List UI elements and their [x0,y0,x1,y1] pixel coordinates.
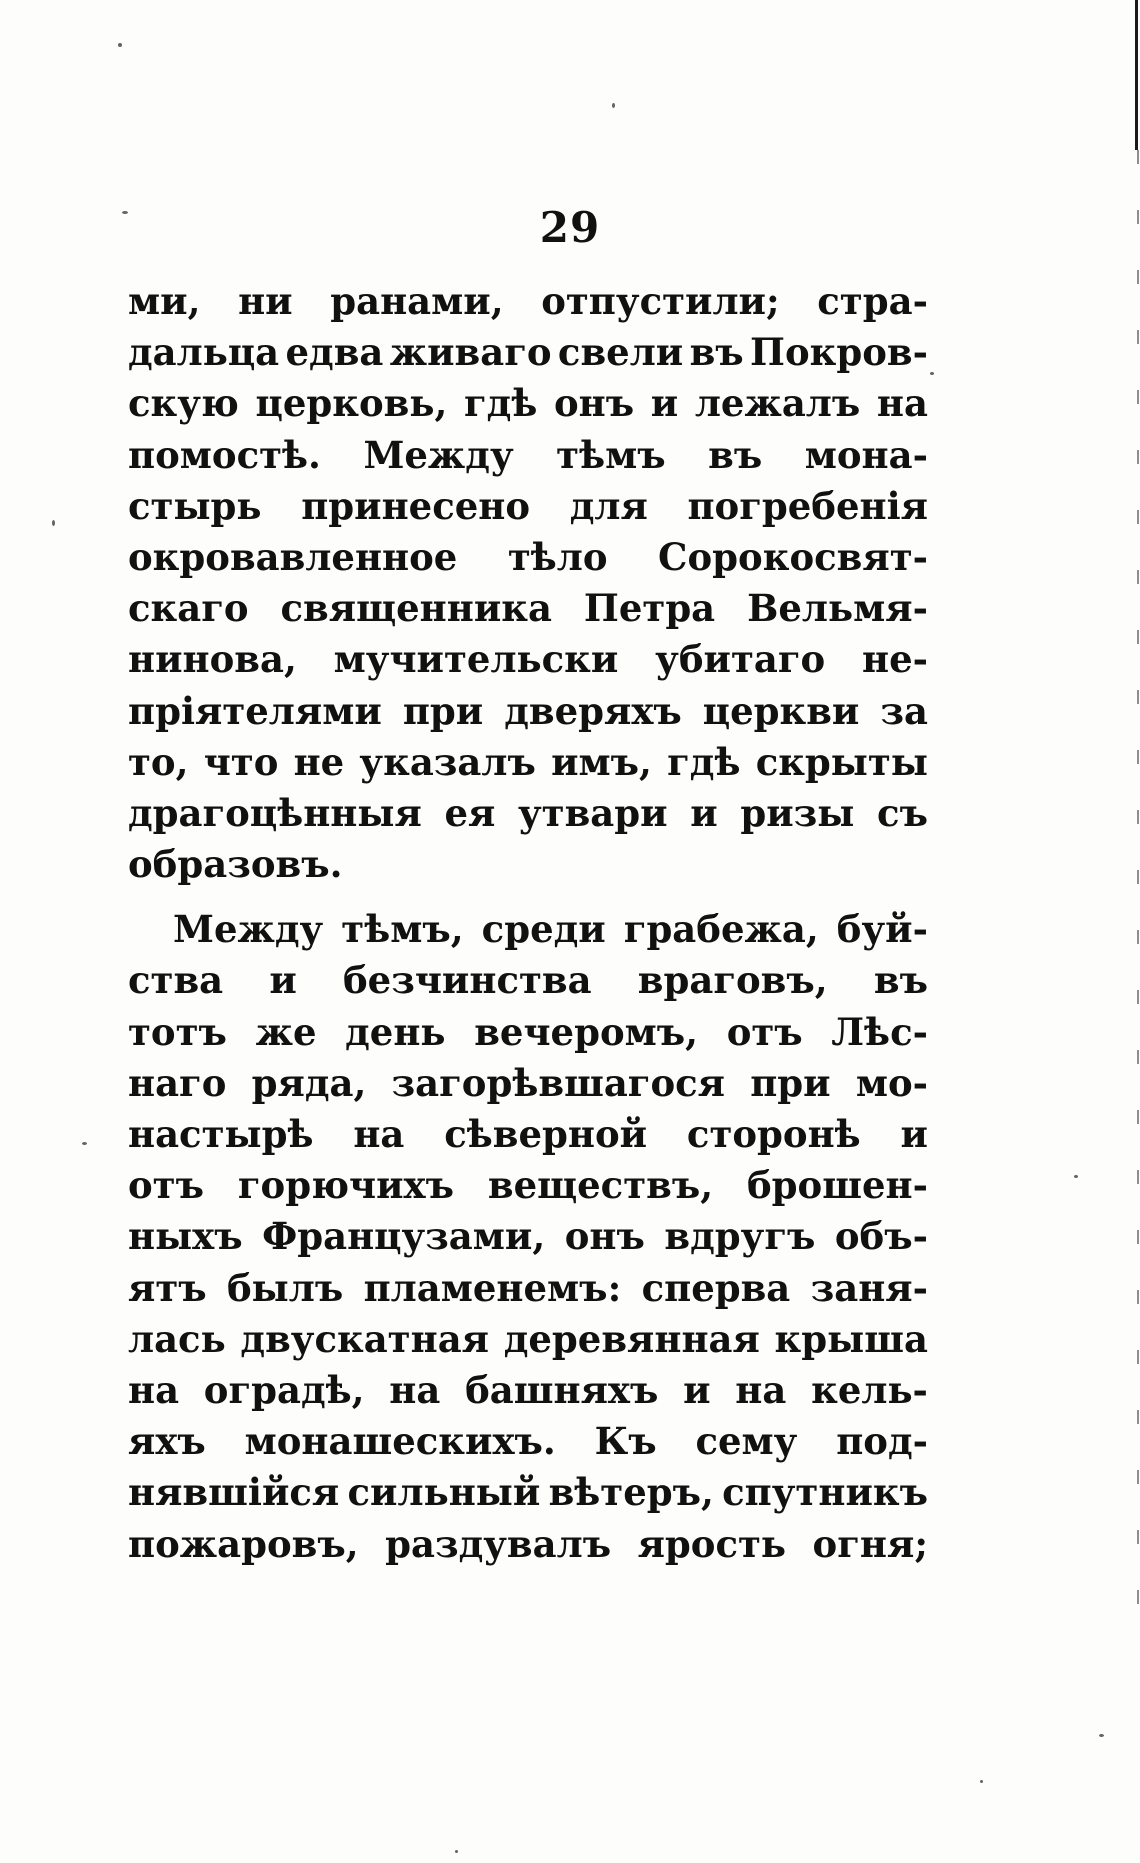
word: за [880,688,928,733]
word: пламенемъ: [363,1265,622,1310]
word: драгоцѣнныя [128,790,422,835]
word: Покров- [750,330,928,375]
word: скрыты [755,739,928,784]
word: тотъ [128,1009,227,1054]
word: яхъ [128,1419,206,1464]
word: двускатная [240,1316,489,1361]
word: заня- [810,1265,928,1310]
text-line [128,1467,928,1518]
text-line [128,839,928,890]
word: Французами, [262,1214,546,1259]
word: стырь [128,483,262,528]
text-line [128,634,928,685]
word: и [650,381,679,426]
word: помостѣ. [128,432,321,477]
word: церковь, [255,381,448,426]
scan-speck [612,103,615,108]
word: среди [481,907,606,952]
word: Сорокосвят- [658,534,928,579]
text-line [128,327,928,378]
word: погребенія [687,483,928,528]
page-edge-marks [1137,150,1139,1650]
word: мона- [804,432,928,477]
page-number: 29 [539,203,601,252]
word: дальца [128,330,280,375]
word: отъ [726,1009,803,1054]
text-line [128,481,928,532]
word: башняхъ [465,1367,659,1412]
word: кель- [811,1367,928,1412]
word: убитаго [655,637,826,682]
word: указалъ [359,739,536,784]
word: скаго [128,586,249,631]
scan-speck [980,1780,983,1783]
text-line [128,378,928,429]
word: гдѣ [463,381,538,426]
word: безчинства [343,958,592,1003]
word: монашескихъ. [244,1419,556,1464]
word: и [683,1367,711,1412]
text-line [128,686,928,737]
scan-speck [930,372,934,375]
text-line [128,1007,928,1058]
word: Между [173,907,324,952]
word: ярость [637,1521,787,1566]
word: въ [708,432,763,477]
word: священника [280,586,552,631]
word: не- [861,637,928,682]
word: ризы [740,790,855,835]
word: враговъ, [637,958,828,1003]
word: въ [689,330,744,375]
word: сему [695,1419,798,1464]
word: ни [238,279,293,323]
word: наго [128,1060,227,1105]
word: мо- [855,1060,928,1105]
word: нявшійся [128,1470,340,1515]
word: образовъ. [128,842,343,887]
word: на [128,1367,180,1412]
word: былъ [227,1265,344,1310]
text-line [128,1314,928,1365]
text-line [128,737,928,788]
word: лась [128,1316,226,1361]
word: ныхъ [128,1214,243,1259]
word: гдѣ [667,739,741,784]
scan-speck [1099,1734,1104,1737]
word: на [389,1367,441,1412]
scan-speck [52,520,55,526]
word: под- [836,1419,928,1464]
word: на [353,1112,405,1156]
word: вѣтеръ, [548,1470,714,1515]
text-line [128,1211,928,1262]
word: едва [285,330,384,375]
word: Между [363,432,514,477]
text-line [128,583,928,634]
word: живаго [389,330,552,375]
word: вдругъ [664,1214,816,1259]
text-line [128,955,928,1006]
scan-speck [122,211,128,214]
word: Лѣс- [831,1009,928,1054]
word: дверяхъ [504,688,682,733]
word: при [750,1060,831,1105]
text-line [128,904,928,955]
word: сильный [347,1470,541,1515]
word: стра- [817,279,928,323]
scan-speck [82,1142,87,1145]
word: раздувалъ [385,1521,612,1566]
word: принесено [301,483,531,528]
word: ми, [128,279,201,323]
word: брошен- [746,1163,928,1208]
word: веществъ, [487,1163,714,1208]
text-line [128,788,928,839]
word: мучительски [333,637,619,682]
word: съ [877,790,928,835]
body-text [128,276,928,1570]
word: сторонѣ [686,1112,861,1156]
word: въ [873,958,928,1003]
word: буй- [836,907,928,952]
word: тѣмъ [556,432,666,477]
text-line [128,430,928,481]
word: ея [444,790,496,835]
word: пріятелями [128,688,382,733]
word: ранами, [330,279,504,323]
word: объ- [834,1214,928,1259]
word: имъ, [551,739,652,784]
text-line [128,1365,928,1416]
word: церкви [702,688,860,733]
word: нинова, [128,637,297,682]
word: огня; [812,1521,928,1566]
word: сперва [641,1265,791,1310]
word: загорѣвшагося [391,1060,726,1105]
word: ства [128,958,224,1003]
scan-speck [455,1850,458,1853]
text-line [128,1263,928,1314]
word: ятъ [128,1265,207,1310]
text-line [128,1058,928,1109]
word: день [345,1009,446,1054]
text-line [128,276,928,327]
scan-speck [118,43,122,47]
word: настырѣ [128,1112,314,1156]
word: и [900,1112,928,1156]
word: при [402,688,484,733]
word: не [293,739,345,784]
word: сѣверной [444,1112,648,1156]
word: же [255,1009,317,1054]
page-edge-line [1135,0,1138,150]
word: пожаровъ, [128,1521,359,1566]
word: лежалъ [694,381,861,426]
word: деревянная [503,1316,760,1361]
word: Петра [583,586,716,631]
word: спутникъ [722,1470,928,1515]
word: отъ [128,1163,204,1208]
word: на [876,381,928,426]
word: для [569,483,648,528]
word: отпустили; [541,279,780,323]
word: крыша [774,1316,928,1361]
word: то, [128,739,189,784]
word: вечеромъ, [474,1009,699,1054]
text-line [128,532,928,583]
word: Къ [594,1419,657,1464]
word: онъ [553,381,635,426]
word: на [735,1367,787,1412]
word: тѣло [507,534,608,579]
word: тѣмъ, [341,907,464,952]
word: горючихъ [237,1163,454,1208]
scan-speck [1074,1175,1078,1178]
word: утвари [517,790,668,835]
word: онъ [564,1214,645,1259]
word: и [269,958,297,1003]
word: и [690,790,718,835]
word: грабежа, [623,907,819,952]
text-line [128,1519,928,1570]
word: скую [128,381,239,426]
text-line [128,1109,928,1160]
word: оградѣ, [203,1367,365,1412]
word: Вельмя- [747,586,928,631]
text-line [128,1160,928,1211]
paragraph-gap [128,890,928,904]
word: ряда, [251,1060,367,1105]
word: свели [557,330,684,375]
text-line [128,1416,928,1467]
word: окровавленное [128,534,458,579]
word: что [203,739,279,784]
